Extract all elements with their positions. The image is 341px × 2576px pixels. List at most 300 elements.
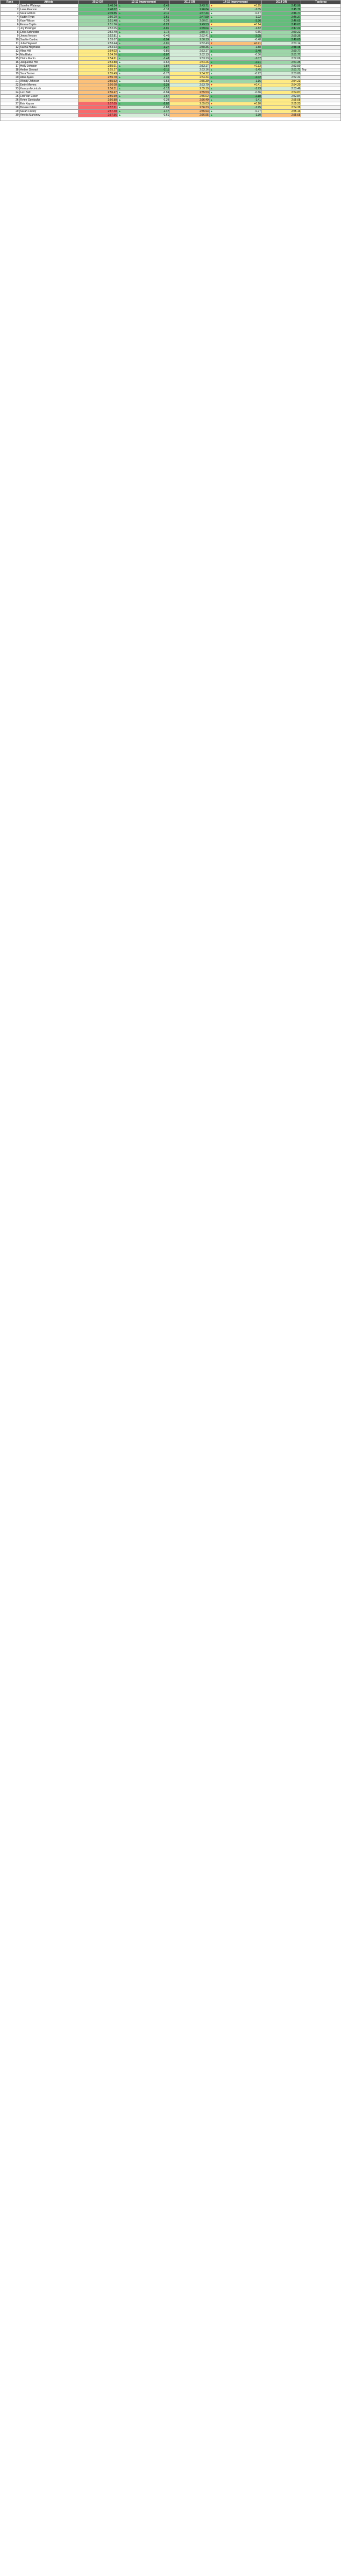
improvement-14-15-cell[interactable]: ▼ +0.14 — [210, 23, 261, 26]
athlete-cell[interactable]: Alina Ayers — [19, 76, 78, 80]
or-2012-cell[interactable]: 2:56.33 — [170, 106, 209, 110]
or-2014-cell[interactable]: 2:52.84 — [261, 95, 301, 98]
or-2014-cell[interactable]: 2:51.71 — [261, 68, 301, 72]
or-2012-cell[interactable]: 2:55.03 — [170, 102, 209, 106]
or-2012-cell[interactable]: 2:54.26 — [170, 61, 209, 65]
table-row[interactable] — [1, 16, 341, 19]
improvement-14-15-cell[interactable]: ▲ -0.77 — [210, 110, 261, 113]
arrow-up-icon: ▲ — [118, 61, 122, 64]
arrow-up-icon: ▲ — [118, 98, 122, 102]
or-2010-cell[interactable]: 2:56.31 — [78, 87, 117, 91]
or-2014-cell[interactable]: 2:55.23 — [261, 102, 301, 106]
or-2010-cell[interactable]: 2:56.88 — [78, 98, 117, 102]
header-row — [1, 1, 341, 4]
improvement-12-13-cell[interactable]: ▲ -2.02 — [118, 102, 169, 105]
athlete-cell[interactable]: Rylee Goettsche — [19, 98, 78, 102]
improvement-12-13-cell[interactable]: ▲ -1.39 — [118, 19, 169, 23]
or-2010-cell[interactable]: 2:55.01 — [78, 65, 117, 68]
table-row[interactable] — [1, 68, 341, 72]
rank-cell[interactable]: 1 — [1, 4, 20, 8]
rank-cell[interactable]: 23 — [1, 87, 20, 91]
arrow-up-icon: ▲ — [118, 106, 122, 109]
or-2014-cell[interactable]: 2:45.79 — [261, 8, 301, 12]
rank-cell[interactable]: 26 — [1, 98, 20, 102]
or-2010-cell[interactable]: 2:56.08 — [78, 83, 117, 87]
table-row[interactable] — [1, 46, 341, 50]
improvement-12-13-cell[interactable]: ▲ -2.43 — [118, 4, 169, 8]
top-drop-cell[interactable] — [301, 95, 341, 98]
improvement-12-13-cell[interactable]: ▲ -0.61 — [118, 114, 169, 117]
arrow-up-icon: ▲ — [118, 53, 122, 57]
top-drop-cell[interactable] — [301, 102, 341, 106]
or-2012-cell[interactable]: 2:47.44 — [170, 12, 209, 16]
or-2012-cell[interactable]: 2:54.34 — [170, 76, 209, 80]
improvement-12-13-cell[interactable]: ▲ -0.39 — [118, 98, 169, 102]
athlete-cell[interactable]: Lana Pearson — [19, 8, 78, 12]
improvement-12-13-cell[interactable]: ▲ -1.67 — [118, 95, 169, 98]
or-2012-cell[interactable]: 2:55.02 — [170, 95, 209, 98]
improvement-12-13-cell[interactable]: ▲ -0.94 — [118, 91, 169, 94]
arrow-up-icon: ▲ — [118, 87, 122, 90]
or-2014-cell[interactable]: 2:55.16 — [261, 110, 301, 114]
or-2014-cell[interactable]: 2:53.50 — [261, 65, 301, 68]
improvement-14-15-cell[interactable]: ▲ -0.48 — [210, 38, 261, 41]
improvement-12-13-cell[interactable]: ▲ -2.11 — [118, 68, 169, 72]
arrow-up-icon: ▲ — [210, 16, 213, 19]
improvement-12-13-cell[interactable]: ▲ -0.88 — [118, 106, 169, 109]
rank-cell[interactable]: 13 — [1, 50, 20, 53]
improvement-12-13-cell[interactable]: ▲ -1.18 — [118, 8, 169, 11]
improvement-12-13-cell[interactable]: ▲ -0.62 — [118, 61, 169, 64]
table-row[interactable] — [1, 12, 341, 16]
table-row[interactable] — [1, 65, 341, 68]
improvement-12-13-cell[interactable]: ▲ -2.11 — [118, 12, 169, 15]
improvement-12-13-cell[interactable]: ▲ -1.47 — [118, 110, 169, 113]
rank-cell[interactable]: 9 — [1, 34, 20, 38]
rank-cell[interactable]: 11 — [1, 42, 20, 46]
or-2014-cell[interactable]: 2:48.48 — [261, 46, 301, 50]
table-row[interactable] — [1, 8, 341, 12]
improvement-12-13-cell[interactable]: ▲ -3.01 — [118, 27, 169, 30]
or-2014-cell[interactable]: 2:46.65 — [261, 19, 301, 23]
or-2012-cell[interactable]: 2:55.19 — [170, 87, 209, 91]
table-row[interactable] — [1, 95, 341, 98]
athlete-cell[interactable]: Alina Hill — [19, 50, 78, 53]
or-2014-cell[interactable]: 2:50.77 — [261, 50, 301, 53]
or-2012-cell[interactable]: 2:49.53 — [170, 23, 209, 27]
improvement-12-13-cell[interactable]: ▲ -2.61 — [118, 16, 169, 19]
or-2010-cell[interactable]: 2:52.49 — [78, 31, 117, 34]
arrow-up-icon: ▲ — [118, 27, 122, 30]
top-drop-cell[interactable] — [301, 91, 341, 95]
rank-cell[interactable]: 17 — [1, 65, 20, 68]
top-drop-cell[interactable] — [301, 50, 341, 53]
improvement-14-15-cell[interactable]: ▲ -1.95 — [210, 106, 261, 109]
improvement-12-13-cell[interactable]: ▲ -2.29 — [118, 83, 169, 87]
or-2010-cell[interactable]: 2:57.21 — [78, 106, 117, 110]
rank-cell[interactable]: 10 — [1, 38, 20, 42]
rank-cell[interactable]: 7 — [1, 27, 20, 31]
top-drop-cell[interactable] — [301, 114, 341, 117]
table-row[interactable] — [1, 106, 341, 110]
rank-cell[interactable]: 3 — [1, 12, 20, 16]
col-2012-or-header[interactable]: 2012 OR — [170, 1, 209, 4]
or-2014-cell[interactable]: 2:51.35 — [261, 61, 301, 65]
table-row[interactable] — [1, 50, 341, 53]
or-2010-cell[interactable]: 2:57.05 — [78, 102, 117, 106]
or-2010-cell[interactable]: 2:50.20 — [78, 16, 117, 19]
rank-cell[interactable]: 25 — [1, 95, 20, 98]
improvement-12-13-cell[interactable]: ▲ -0.40 — [118, 34, 169, 38]
or-2010-cell[interactable]: 2:51.76 — [78, 23, 117, 27]
improvement-14-15-cell[interactable]: ▲ -1.30 — [210, 114, 261, 117]
athlete-cell[interactable]: Jacqueline Hill — [19, 61, 78, 65]
arrow-up-icon: ▲ — [118, 91, 122, 94]
athlete-cell[interactable]: Erica Schneider — [19, 31, 78, 34]
table-row[interactable] — [1, 76, 341, 80]
top-drop-cell[interactable] — [301, 34, 341, 38]
arrow-up-icon: ▲ — [210, 106, 213, 109]
athlete-cell[interactable]: Holly Johnson — [19, 65, 78, 68]
improvement-12-13-cell[interactable]: ▲ -0.77 — [118, 72, 169, 75]
improvement-14-15-cell[interactable]: ▲ -3.36 — [210, 19, 261, 23]
top-drop-cell[interactable] — [301, 12, 341, 16]
top-drop-cell[interactable] — [301, 4, 341, 8]
improvement-14-15-cell[interactable]: ▲ -1.05 — [210, 8, 261, 11]
table-row[interactable] — [1, 83, 341, 87]
col-athlete-header[interactable]: Athlete — [19, 1, 78, 4]
top-drop-cell[interactable] — [301, 106, 341, 110]
table-row[interactable] — [1, 4, 341, 8]
or-2012-cell[interactable]: 2:53.17 — [170, 65, 209, 68]
or-2010-cell[interactable]: 2:53.63 — [78, 46, 117, 50]
top-drop-cell[interactable] — [301, 80, 341, 83]
or-2012-cell[interactable]: 2:43.71 — [170, 4, 209, 8]
athlete-cell[interactable]: Erin Kayser — [19, 102, 78, 106]
top-drop-cell[interactable] — [301, 87, 341, 91]
or-2014-cell[interactable]: 2:54.87 — [261, 91, 301, 95]
or-2010-cell[interactable]: 2:54.88 — [78, 61, 117, 65]
or-2014-cell[interactable]: 2:53.46 — [261, 87, 301, 91]
top-drop-cell[interactable]: Top — [301, 68, 341, 72]
athlete-cell[interactable]: Amelia Mahoney — [19, 114, 78, 117]
rank-cell[interactable]: 16 — [1, 61, 20, 65]
or-2014-cell[interactable]: 2:49.65 — [261, 38, 301, 42]
rank-cell[interactable]: 2 — [1, 8, 20, 12]
athlete-cell[interactable]: Joy Pizzinger — [19, 27, 78, 31]
improvement-12-13-cell[interactable]: ▲ -2.07 — [118, 53, 169, 57]
or-2014-cell[interactable]: 2:55.65 — [261, 114, 301, 117]
col-2014-or-header[interactable]: 2014 OR — [261, 1, 301, 4]
table-row[interactable] — [1, 110, 341, 114]
athlete-cell[interactable]: Brooke Gibbs — [19, 106, 78, 110]
arrow-up-icon: ▲ — [210, 50, 213, 53]
top-drop-cell[interactable] — [301, 98, 341, 102]
improvement-14-15-cell[interactable]: ▼ +0.71 — [210, 42, 261, 45]
or-2014-cell[interactable]: 2:52.06 — [261, 57, 301, 61]
arrow-up-icon: ▲ — [210, 110, 213, 113]
table-row[interactable] — [1, 61, 341, 65]
rank-cell[interactable]: 6 — [1, 23, 20, 27]
table-row[interactable] — [1, 87, 341, 91]
or-2012-cell[interactable]: 2:50.77 — [170, 31, 209, 34]
improvement-14-15-cell[interactable]: ▼ +0.20 — [210, 102, 261, 105]
rank-cell[interactable]: 18 — [1, 68, 20, 72]
rank-cell[interactable]: 21 — [1, 80, 20, 83]
improvement-14-15-cell[interactable]: ▲ -1.07 — [210, 57, 261, 60]
top-drop-cell[interactable] — [301, 61, 341, 65]
or-2010-cell[interactable]: 2:49.55 — [78, 12, 117, 16]
athlete-cell[interactable]: Sarah Feeley — [19, 110, 78, 114]
athlete-cell[interactable]: Julia Hayward — [19, 42, 78, 46]
arrow-up-icon: ▲ — [210, 114, 213, 117]
or-2010-cell[interactable]: 2:54.02 — [78, 50, 117, 53]
rank-cell[interactable]: 28 — [1, 106, 20, 110]
improvement-12-13-cell[interactable]: ▲ -2.23 — [118, 23, 169, 26]
or-2012-cell[interactable]: 2:50.13 — [170, 38, 209, 42]
arrow-down-icon: ▼ — [210, 4, 213, 8]
athlete-cell[interactable]: Claire Martin — [19, 57, 78, 61]
improvement-14-15-cell[interactable]: ▲ -0.92 — [210, 72, 261, 75]
rank-cell[interactable]: 4 — [1, 16, 20, 19]
or-2010-cell[interactable]: 2:54.20 — [78, 53, 117, 57]
or-2010-cell[interactable]: 2:55.70 — [78, 76, 117, 80]
improvement-14-15-cell[interactable]: ▼ +0.41 — [210, 83, 261, 87]
col-rank-header[interactable]: Rank — [1, 1, 20, 4]
col-2010-or-header[interactable]: 2010 OR — [78, 1, 117, 4]
or-2014-cell[interactable]: 2:46.37 — [261, 16, 301, 19]
table-row[interactable] — [1, 91, 341, 95]
top-drop-cell[interactable] — [301, 83, 341, 87]
top-drop-cell[interactable] — [301, 57, 341, 61]
top-drop-cell[interactable] — [301, 23, 341, 27]
or-2010-cell[interactable]: 2:54.61 — [78, 57, 117, 61]
improvement-14-15-cell[interactable]: ▼ +0.25 — [210, 4, 261, 8]
or-2010-cell[interactable]: 2:52.05 — [78, 27, 117, 31]
or-2014-cell[interactable]: 2:53.80 — [261, 72, 301, 76]
or-2012-cell[interactable]: 2:49.04 — [170, 27, 209, 31]
or-2014-cell[interactable]: 2:53.14 — [261, 42, 301, 46]
or-2014-cell[interactable]: 2:51.77 — [261, 53, 301, 57]
rank-cell[interactable]: 30 — [1, 114, 20, 117]
table-row[interactable] — [1, 57, 341, 61]
rank-cell[interactable]: 24 — [1, 91, 20, 95]
or-2014-cell[interactable]: 2:46.77 — [261, 12, 301, 16]
improvement-14-15-cell[interactable]: ▲ -0.66 — [210, 91, 261, 94]
top-drop-cell[interactable] — [301, 8, 341, 12]
improvement-12-13-cell[interactable]: ▲ -1.12 — [118, 87, 169, 90]
or-2014-cell[interactable]: 2:47.22 — [261, 27, 301, 31]
rank-cell[interactable]: 12 — [1, 46, 20, 50]
table-row[interactable] — [1, 72, 341, 76]
rank-cell[interactable]: 5 — [1, 19, 20, 23]
table-row[interactable] — [1, 114, 341, 117]
top-drop-cell[interactable] — [301, 31, 341, 34]
col-14-15-improvement-header[interactable]: 14-15 improvement — [209, 1, 261, 4]
or-2010-cell[interactable]: 2:57.40 — [78, 110, 117, 114]
improvement-14-15-cell[interactable]: ▼ +0.33 — [210, 65, 261, 68]
or-2014-cell[interactable]: 2:54.23 — [261, 80, 301, 83]
top-drop-cell[interactable] — [301, 38, 341, 42]
or-2014-cell[interactable]: 2:55.08 — [261, 98, 301, 102]
athlete-cell[interactable]: Amber Stewart — [19, 68, 78, 72]
rank-cell[interactable]: 29 — [1, 110, 20, 114]
improvement-14-15-cell[interactable]: ▲ -1.22 — [210, 16, 261, 19]
athlete-cell[interactable]: Sara Tanner — [19, 72, 78, 76]
or-2012-cell[interactable]: 2:55.53 — [170, 91, 209, 95]
or-2012-cell[interactable]: 2:50.01 — [170, 19, 209, 23]
top-drop-cell[interactable] — [301, 72, 341, 76]
top-drop-cell[interactable] — [301, 76, 341, 80]
table-row[interactable] — [1, 27, 341, 31]
athlete-cell[interactable]: Lexi Bell — [19, 91, 78, 95]
top-drop-cell[interactable] — [301, 19, 341, 23]
improvement-14-15-cell[interactable]: ▲ -2.91 — [210, 61, 261, 64]
improvement-12-13-cell[interactable]: ▲ -3.27 — [118, 46, 169, 49]
rank-cell[interactable]: 8 — [1, 31, 20, 34]
table-row[interactable] — [1, 80, 341, 83]
athlete-cell[interactable]: Karina Haymans — [19, 46, 78, 50]
athlete-cell[interactable]: Emily Meyers — [19, 83, 78, 87]
athlete-cell[interactable]: Sophie Cardno — [19, 38, 78, 42]
or-2014-cell[interactable]: 2:49.67 — [261, 23, 301, 27]
or-2012-cell[interactable]: 2:56.49 — [170, 98, 209, 102]
athlete-cell[interactable]: Lori Van Essen — [19, 95, 78, 98]
or-2010-cell[interactable]: 2:53.07 — [78, 38, 117, 42]
or-2012-cell[interactable]: 2:52.13 — [170, 53, 209, 57]
athlete-cell[interactable]: Jenna Nelson — [19, 34, 78, 38]
or-2012-cell[interactable]: 2:46.84 — [170, 8, 209, 12]
col-top-drop-header[interactable]: Top/drop — [301, 1, 341, 4]
improvement-12-13-cell[interactable]: ▲ -0.53 — [118, 80, 169, 83]
top-drop-cell[interactable] — [301, 27, 341, 31]
athlete-cell[interactable]: Emma Caplin — [19, 23, 78, 27]
or-2012-cell[interactable]: 2:47.59 — [170, 16, 209, 19]
or-2012-cell[interactable]: 2:53.13 — [170, 57, 209, 61]
athlete-cell[interactable]: Kaitlin Ryan — [19, 16, 78, 19]
improvement-14-15-cell[interactable]: ▲ -0.36 — [210, 53, 261, 57]
top-drop-cell[interactable] — [301, 65, 341, 68]
improvement-14-15-cell[interactable]: ▲ -2.40 — [210, 50, 261, 53]
or-2014-cell[interactable]: 2:50.36 — [261, 34, 301, 38]
athlete-cell[interactable]: Kamryn Mcintosh — [19, 87, 78, 91]
or-2010-cell[interactable]: 2:55.27 — [78, 68, 117, 72]
or-2010-cell[interactable]: 2:56.69 — [78, 95, 117, 98]
improvement-12-13-cell[interactable]: ▲ -2.94 — [118, 38, 169, 41]
table-row[interactable] — [1, 31, 341, 34]
or-2010-cell[interactable]: 2:46.14 — [78, 4, 117, 8]
top-drop-cell[interactable] — [301, 16, 341, 19]
table-row[interactable] — [1, 23, 341, 27]
or-2014-cell[interactable]: 2:52.32 — [261, 76, 301, 80]
table-row[interactable] — [1, 34, 341, 38]
improvement-14-15-cell[interactable]: ▲ -2.05 — [210, 34, 261, 38]
or-2012-cell[interactable]: 2:56.95 — [170, 114, 209, 117]
rank-cell[interactable]: 19 — [1, 72, 20, 76]
table-row[interactable] — [1, 19, 341, 23]
or-2010-cell[interactable]: 2:52.81 — [78, 34, 117, 38]
col-12-13-improvement-header[interactable]: 12-13 improvement — [118, 1, 170, 4]
improvement-14-15-cell[interactable]: ▲ -1.41 — [210, 98, 261, 102]
improvement-12-13-cell[interactable]: ▲ -1.36 — [118, 76, 169, 79]
or-2012-cell[interactable]: 2:54.72 — [170, 72, 209, 76]
athlete-cell[interactable]: Wendy Johnson — [19, 80, 78, 83]
table-row[interactable] — [1, 102, 341, 106]
improvement-12-13-cell[interactable]: ▲ -1.48 — [118, 57, 169, 60]
or-2010-cell[interactable]: 2:55.92 — [78, 80, 117, 83]
or-2012-cell[interactable]: 2:53.17 — [170, 50, 209, 53]
top-drop-cell[interactable] — [301, 53, 341, 57]
or-2012-cell[interactable]: 2:52.41 — [170, 34, 209, 38]
arrow-up-icon: ▲ — [210, 31, 213, 34]
or-2012-cell[interactable]: 2:50.36 — [170, 46, 209, 50]
or-2014-cell[interactable]: 2:43.96 — [261, 4, 301, 8]
rank-cell[interactable]: 15 — [1, 57, 20, 61]
or-2012-cell[interactable]: 2:52.43 — [170, 42, 209, 46]
or-2010-cell[interactable]: 2:53.44 — [78, 42, 117, 46]
improvement-14-15-cell[interactable]: ▲ -1.16 — [210, 80, 261, 83]
improvement-14-15-cell[interactable]: ▲ -1.82 — [210, 27, 261, 30]
athlete-cell[interactable]: Samiha Watanya — [19, 4, 78, 8]
improvement-12-13-cell[interactable]: ▲ -1.01 — [118, 42, 169, 45]
arrow-up-icon: ▲ — [210, 72, 213, 75]
arrow-down-icon: ▼ — [210, 65, 213, 68]
rank-cell[interactable]: 14 — [1, 53, 20, 57]
improvement-12-13-cell[interactable]: ▲ -0.85 — [118, 50, 169, 53]
table-row[interactable] — [1, 98, 341, 102]
or-2010-cell[interactable]: 2:56.47 — [78, 91, 117, 95]
or-2014-cell[interactable]: 2:54.38 — [261, 106, 301, 110]
or-2014-cell[interactable]: 2:50.22 — [261, 31, 301, 34]
rank-cell[interactable]: 22 — [1, 83, 20, 87]
improvement-14-15-cell[interactable]: ▲ -2.18 — [210, 95, 261, 98]
table-row[interactable] — [1, 38, 341, 42]
improvement-14-15-cell[interactable]: ▲ -2.02 — [210, 76, 261, 79]
rank-cell[interactable]: 20 — [1, 76, 20, 80]
athlete-cell[interactable]: Kate Wilson — [19, 19, 78, 23]
table-row[interactable] — [1, 42, 341, 46]
top-drop-cell[interactable] — [301, 46, 341, 50]
improvement-14-15-cell[interactable]: ▲ -1.88 — [210, 46, 261, 49]
improvement-12-13-cell[interactable]: ▲ -1.72 — [118, 31, 169, 34]
athlete-cell[interactable]: Mia Blake — [19, 53, 78, 57]
rank-cell[interactable]: 27 — [1, 102, 20, 106]
improvement-14-15-cell[interactable]: ▲ -0.55 — [210, 31, 261, 34]
athlete-cell[interactable]: Sara Gomes — [19, 12, 78, 16]
improvement-14-15-cell[interactable]: ▲ -1.73 — [210, 87, 261, 90]
or-2010-cell[interactable]: 2:55.49 — [78, 72, 117, 76]
arrow-up-icon: ▲ — [118, 76, 122, 79]
or-2010-cell[interactable]: 2:48.02 — [78, 8, 117, 12]
arrow-up-icon: ▲ — [118, 23, 122, 26]
or-2010-cell[interactable]: 2:57.56 — [78, 114, 117, 117]
top-drop-cell[interactable] — [301, 110, 341, 114]
or-2014-cell[interactable]: 2:54.20 — [261, 83, 301, 87]
arrow-up-icon: ▲ — [210, 57, 213, 60]
or-2012-cell[interactable]: 2:55.39 — [170, 80, 209, 83]
or-2010-cell[interactable]: 2:51.40 — [78, 19, 117, 23]
or-2012-cell[interactable]: 2:53.16 — [170, 68, 209, 72]
top-drop-cell[interactable] — [301, 42, 341, 46]
or-2012-cell[interactable]: 2:53.79 — [170, 83, 209, 87]
improvement-14-15-cell[interactable]: ▲ -0.67 — [210, 12, 261, 15]
arrow-up-icon: ▲ — [118, 114, 122, 117]
arrow-up-icon: ▲ — [210, 61, 213, 64]
improvement-14-15-cell[interactable]: ▲ -1.45 — [210, 68, 261, 72]
improvement-12-13-cell[interactable]: ▲ -1.84 — [118, 65, 169, 68]
table-row[interactable] — [1, 53, 341, 57]
or-2012-cell[interactable]: 2:55.93 — [170, 110, 209, 114]
